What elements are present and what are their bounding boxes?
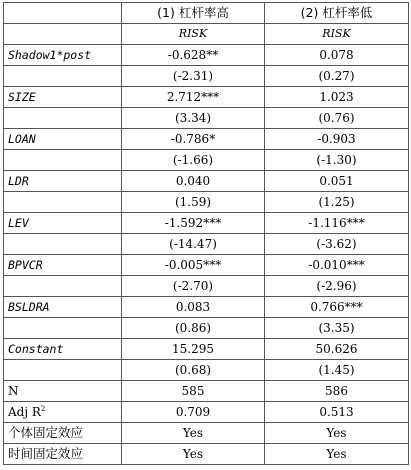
header-empty-cell (4, 3, 122, 24)
coef-col2: 0.078 (265, 45, 409, 66)
tstat-col2: (1.45) (265, 360, 409, 381)
tstat-col2: (-1.30) (265, 150, 409, 171)
coef-col2: 1.023 (265, 87, 409, 108)
time-fe-label: 时间固定效应 (4, 444, 122, 465)
tstat-row (4, 234, 409, 255)
coef-col1: -0.628** (122, 45, 265, 66)
tstat-row (4, 66, 409, 87)
tstat-empty-cell (4, 150, 122, 171)
n-row (4, 381, 409, 402)
tstat-empty-cell (4, 360, 122, 381)
coef-row (4, 171, 409, 192)
n-col1: 585 (122, 381, 265, 402)
col2-title: (2) 杠杆率低 (265, 3, 409, 24)
individual-fe-row (4, 423, 409, 444)
tstat-empty-cell (4, 108, 122, 129)
coef-row (4, 129, 409, 150)
coef-row (4, 297, 409, 318)
coef-col1: 0.083 (122, 297, 265, 318)
tstat-col1: (-2.70) (122, 276, 265, 297)
tstat-col2: (-3.62) (265, 234, 409, 255)
adj-r2-col1: 0.709 (122, 402, 265, 423)
coef-row (4, 87, 409, 108)
tstat-empty-cell (4, 66, 122, 87)
col1-title: (1) 杠杆率高 (122, 3, 265, 24)
time-fe-row (4, 444, 409, 465)
tstat-row (4, 108, 409, 129)
coef-col2: 0.051 (265, 171, 409, 192)
coef-col1: -0.005*** (122, 255, 265, 276)
time-fe-col1: Yes (122, 444, 265, 465)
dep-var-row (4, 24, 409, 45)
coef-col2: -0.903 (265, 129, 409, 150)
individual-fe-col1: Yes (122, 423, 265, 444)
dep-var-empty-cell (4, 24, 122, 45)
var-label: LEV (4, 213, 122, 234)
individual-fe-label: 个体固定效应 (4, 423, 122, 444)
var-label: Constant (4, 339, 122, 360)
tstat-col1: (1.59) (122, 192, 265, 213)
header-row (4, 3, 409, 24)
adj-r2-superscript: 2 (40, 405, 46, 413)
coef-col1: 0.040 (122, 171, 265, 192)
tstat-col2: (1.25) (265, 192, 409, 213)
tstat-row (4, 276, 409, 297)
coef-row (4, 255, 409, 276)
individual-fe-col2: Yes (265, 423, 409, 444)
tstat-col2: (-2.96) (265, 276, 409, 297)
var-label: BSLDRA (4, 297, 122, 318)
coef-row (4, 339, 409, 360)
n-label: N (4, 381, 122, 402)
var-label: LOAN (4, 129, 122, 150)
tstat-row (4, 150, 409, 171)
col1-dep-var: RISK (122, 24, 265, 45)
tstat-empty-cell (4, 234, 122, 255)
adj-r2-row (4, 402, 409, 423)
tstat-row (4, 360, 409, 381)
tstat-col1: (-14.47) (122, 234, 265, 255)
coef-col1: -0.786* (122, 129, 265, 150)
tstat-col1: (3.34) (122, 108, 265, 129)
regression-table (3, 2, 409, 465)
tstat-empty-cell (4, 192, 122, 213)
adj-r2-label: Adj R (8, 405, 41, 419)
coef-col2: 0.766*** (265, 297, 409, 318)
var-label: BPVCR (4, 255, 122, 276)
tstat-empty-cell (4, 276, 122, 297)
tstat-col2: (3.35) (265, 318, 409, 339)
var-label: SIZE (4, 87, 122, 108)
coef-row (4, 213, 409, 234)
coef-col2: 50.626 (265, 339, 409, 360)
coef-col1: -1.592*** (122, 213, 265, 234)
adj-r2-label-cell (4, 402, 122, 423)
tstat-col2: (0.76) (265, 108, 409, 129)
coef-row (4, 45, 409, 66)
tstat-col1: (0.68) (122, 360, 265, 381)
adj-r2-col2: 0.513 (265, 402, 409, 423)
tstat-col2: (0.27) (265, 66, 409, 87)
tstat-col1: (-1.66) (122, 150, 265, 171)
var-label: LDR (4, 171, 122, 192)
col2-dep-var: RISK (265, 24, 409, 45)
var-label: Shadow1*post (4, 45, 122, 66)
coef-col2: -0.010*** (265, 255, 409, 276)
tstat-row (4, 318, 409, 339)
tstat-empty-cell (4, 318, 122, 339)
coef-col2: -1.116*** (265, 213, 409, 234)
tstat-col1: (0.86) (122, 318, 265, 339)
coef-col1: 15.295 (122, 339, 265, 360)
time-fe-col2: Yes (265, 444, 409, 465)
tstat-row (4, 192, 409, 213)
tstat-col1: (-2.31) (122, 66, 265, 87)
coef-col1: 2.712*** (122, 87, 265, 108)
n-col2: 586 (265, 381, 409, 402)
